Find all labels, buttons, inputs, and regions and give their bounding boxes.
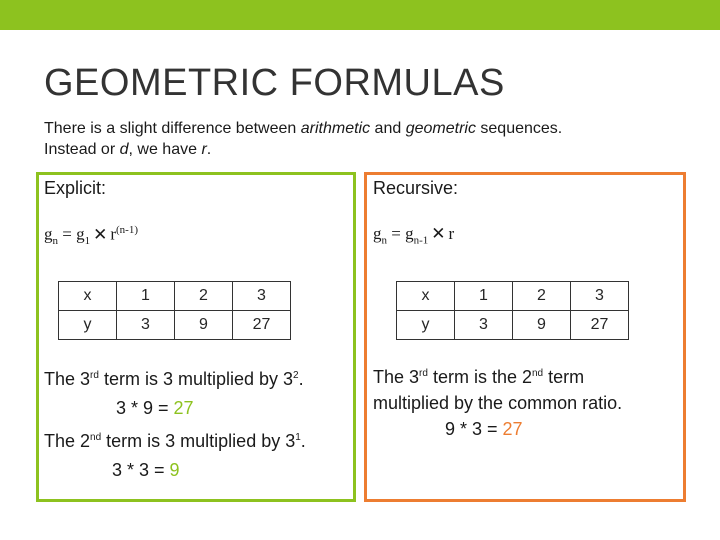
explanation-line: The 3rd term is the 2nd term — [373, 367, 585, 387]
explicit-explanation — [44, 361, 306, 485]
recursive-formula: $g_n = g_{n-1}$ ✕ r — [373, 224, 455, 247]
explanation-line: 3 * 3 = 9 — [112, 460, 180, 480]
table-cell: 3 — [233, 282, 291, 311]
var-r: r — [201, 141, 207, 158]
table-cell: 9 — [513, 311, 571, 340]
recursive-label: Recursive: — [373, 178, 459, 198]
table-cell: x — [59, 282, 117, 311]
multiply-icon: ✕ — [431, 224, 446, 244]
explanation-line: multiplied by the common ratio. — [373, 393, 623, 413]
slide-title: GEOMETRIC FORMULAS — [44, 62, 505, 104]
term-arithmetic: arithmetic — [300, 120, 371, 137]
explanation-line: 9 * 3 = 27 — [445, 419, 523, 439]
explanation-line: The 3rd term is 3 multiplied by $3^2$. — [44, 369, 304, 389]
table-cell: y — [397, 311, 455, 340]
table-cell: 1 — [117, 282, 175, 311]
table-cell: 27 — [571, 311, 629, 340]
table-cell: 2 — [513, 282, 571, 311]
result-27: 27 — [173, 398, 194, 418]
table-cell: 3 — [571, 282, 629, 311]
table-cell: y — [59, 311, 117, 340]
table-cell: 1 — [455, 282, 513, 311]
explicit-formula: $g_n = g_1$ ✕ $r^{(n-1)}$ — [44, 224, 139, 248]
explanation-line: The 2nd term is 3 multiplied by $3^1$. — [44, 431, 306, 451]
table-cell: 3 — [117, 311, 175, 340]
table-cell: 3 — [455, 311, 513, 340]
multiply-icon: ✕ — [93, 224, 108, 245]
top-accent-bar — [0, 0, 720, 30]
result-9: 9 — [169, 460, 180, 480]
table-cell: 2 — [175, 282, 233, 311]
table-cell: x — [397, 282, 455, 311]
var-d: d — [119, 141, 129, 158]
explicit-label: Explicit: — [44, 178, 107, 198]
table-row — [397, 311, 629, 340]
term-geometric: geometric — [405, 120, 476, 137]
recursive-table — [396, 281, 629, 340]
table-cell: 9 — [175, 311, 233, 340]
intro-text: There is a slight difference between arithmetic and geometric sequences. Instead or d, we have r. — [44, 120, 563, 158]
result-27: 27 — [502, 419, 523, 439]
table-row — [397, 282, 629, 311]
recursive-explanation — [373, 361, 622, 442]
explanation-line: 3 * 9 = 27 — [116, 398, 194, 418]
table-cell: 27 — [233, 311, 291, 340]
table-row — [59, 282, 291, 311]
table-row — [59, 311, 291, 340]
explicit-table — [58, 281, 291, 340]
